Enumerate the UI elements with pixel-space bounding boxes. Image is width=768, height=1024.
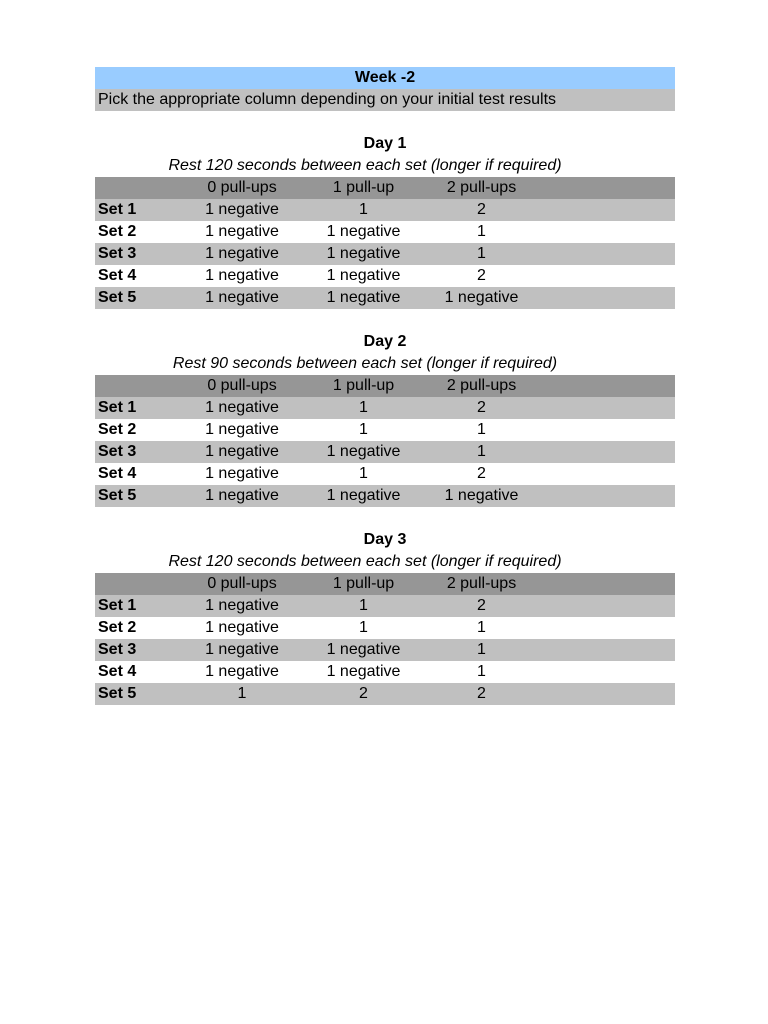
- header-cell-2-pullups: 2 pull-ups: [446, 377, 517, 394]
- cell-2-pullups: 1: [477, 663, 486, 680]
- table-header-row: [95, 573, 675, 595]
- table-header-row: [95, 177, 675, 199]
- set-label: Set 5: [98, 487, 137, 504]
- set-label: Set 2: [98, 619, 137, 636]
- table-row: [95, 617, 675, 639]
- cell-0-pullups: 1 negative: [205, 487, 279, 504]
- cell-1-pullup: 1 negative: [326, 223, 401, 240]
- cell-0-pullups: 1 negative: [205, 267, 279, 284]
- cell-1-pullup: 1: [359, 619, 368, 636]
- table-row: [95, 397, 675, 419]
- cell-1-pullup: 1 negative: [326, 267, 401, 284]
- rest-note: Rest 120 seconds between each set (longer if required): [168, 157, 562, 174]
- set-label: Set 4: [98, 465, 137, 482]
- cell-1-pullup: 1 negative: [326, 487, 401, 504]
- table-row: [95, 441, 675, 463]
- spacer: [95, 309, 675, 331]
- set-label: Set 1: [98, 399, 137, 416]
- table-row: [95, 265, 675, 287]
- table-row: [95, 221, 675, 243]
- cell-1-pullup: 1 negative: [326, 663, 401, 680]
- instruction-text: Pick the appropriate column depending on your initial test results: [95, 89, 675, 111]
- cell-2-pullups: 2: [477, 597, 486, 614]
- header-cell-1-pullup: 1 pull-up: [332, 179, 395, 196]
- cell-1-pullup: 1: [359, 597, 368, 614]
- spacer: [95, 111, 675, 133]
- cell-2-pullups: 2: [477, 399, 486, 416]
- cell-1-pullup: 1 negative: [326, 443, 401, 460]
- set-label: Set 3: [98, 641, 137, 658]
- day-title: Day 1: [363, 135, 407, 152]
- cell-0-pullups: 1 negative: [205, 289, 279, 306]
- cell-2-pullups: 1 negative: [444, 487, 519, 504]
- cell-2-pullups: 1: [477, 223, 486, 240]
- table-row: [95, 243, 675, 265]
- cell-1-pullup: 1: [359, 465, 368, 482]
- cell-1-pullup: 1: [359, 421, 368, 438]
- cell-2-pullups: 2: [477, 465, 486, 482]
- header-cell-2-pullups: 2 pull-ups: [446, 575, 517, 592]
- header-cell-1-pullup: 1 pull-up: [332, 575, 395, 592]
- set-label: Set 4: [98, 267, 137, 284]
- cell-0-pullups: 1 negative: [205, 399, 279, 416]
- cell-2-pullups: 1 negative: [444, 289, 519, 306]
- day-title: Day 3: [363, 531, 407, 548]
- set-label: Set 5: [98, 289, 137, 306]
- table-row: [95, 639, 675, 661]
- header-cell-set: [95, 177, 182, 199]
- cell-1-pullup: 1: [359, 201, 368, 218]
- cell-0-pullups: 1 negative: [205, 223, 279, 240]
- cell-0-pullups: 1 negative: [205, 201, 279, 218]
- cell-1-pullup: 1 negative: [326, 641, 401, 658]
- set-label: Set 2: [98, 421, 137, 438]
- day-title: Day 2: [363, 333, 407, 350]
- cell-0-pullups: 1 negative: [205, 245, 279, 262]
- table-row: [95, 463, 675, 485]
- set-label: Set 3: [98, 245, 137, 262]
- cell-2-pullups: 1: [477, 443, 486, 460]
- cell-0-pullups: 1: [237, 685, 247, 702]
- cell-0-pullups: 1 negative: [205, 421, 279, 438]
- table-header-row: [95, 375, 675, 397]
- header-cell-set: [95, 375, 182, 397]
- table-row: [95, 485, 675, 507]
- table-row: [95, 419, 675, 441]
- table-row: [95, 683, 675, 705]
- table-row: [95, 287, 675, 309]
- set-label: Set 5: [98, 685, 137, 702]
- cell-1-pullup: 1 negative: [326, 289, 401, 306]
- week-title: Week -2: [95, 67, 675, 89]
- spacer: [95, 507, 675, 529]
- set-label: Set 3: [98, 443, 137, 460]
- set-label: Set 1: [98, 201, 137, 218]
- table-row: [95, 661, 675, 683]
- rest-note: Rest 120 seconds between each set (longer if required): [168, 553, 562, 570]
- rest-note: Rest 90 seconds between each set (longer if required): [172, 355, 558, 372]
- workout-sheet: [95, 67, 675, 705]
- cell-1-pullup: 2: [359, 685, 368, 702]
- cell-0-pullups: 1 negative: [205, 641, 279, 658]
- cell-0-pullups: 1 negative: [205, 443, 279, 460]
- cell-2-pullups: 2: [477, 685, 486, 702]
- cell-0-pullups: 1 negative: [205, 619, 279, 636]
- cell-2-pullups: 1: [477, 619, 486, 636]
- cell-2-pullups: 2: [477, 267, 486, 284]
- cell-2-pullups: 2: [477, 201, 486, 218]
- cell-0-pullups: 1 negative: [205, 597, 279, 614]
- cell-0-pullups: 1 negative: [205, 465, 279, 482]
- table-row: [95, 199, 675, 221]
- cell-1-pullup: 1 negative: [326, 245, 401, 262]
- set-label: Set 1: [98, 597, 137, 614]
- header-cell-2-pullups: 2 pull-ups: [446, 179, 517, 196]
- table-row: [95, 595, 675, 617]
- header-cell-1-pullup: 1 pull-up: [332, 377, 395, 394]
- cell-2-pullups: 1: [477, 641, 486, 658]
- cell-2-pullups: 1: [477, 245, 486, 262]
- header-cell-0-pullups: 0 pull-ups: [207, 575, 277, 592]
- set-label: Set 2: [98, 223, 137, 240]
- header-cell-set: [95, 573, 182, 595]
- cell-1-pullup: 1: [359, 399, 368, 416]
- header-cell-0-pullups: 0 pull-ups: [207, 377, 277, 394]
- cell-0-pullups: 1 negative: [205, 663, 279, 680]
- header-cell-0-pullups: 0 pull-ups: [207, 179, 277, 196]
- set-label: Set 4: [98, 663, 137, 680]
- cell-2-pullups: 1: [477, 421, 486, 438]
